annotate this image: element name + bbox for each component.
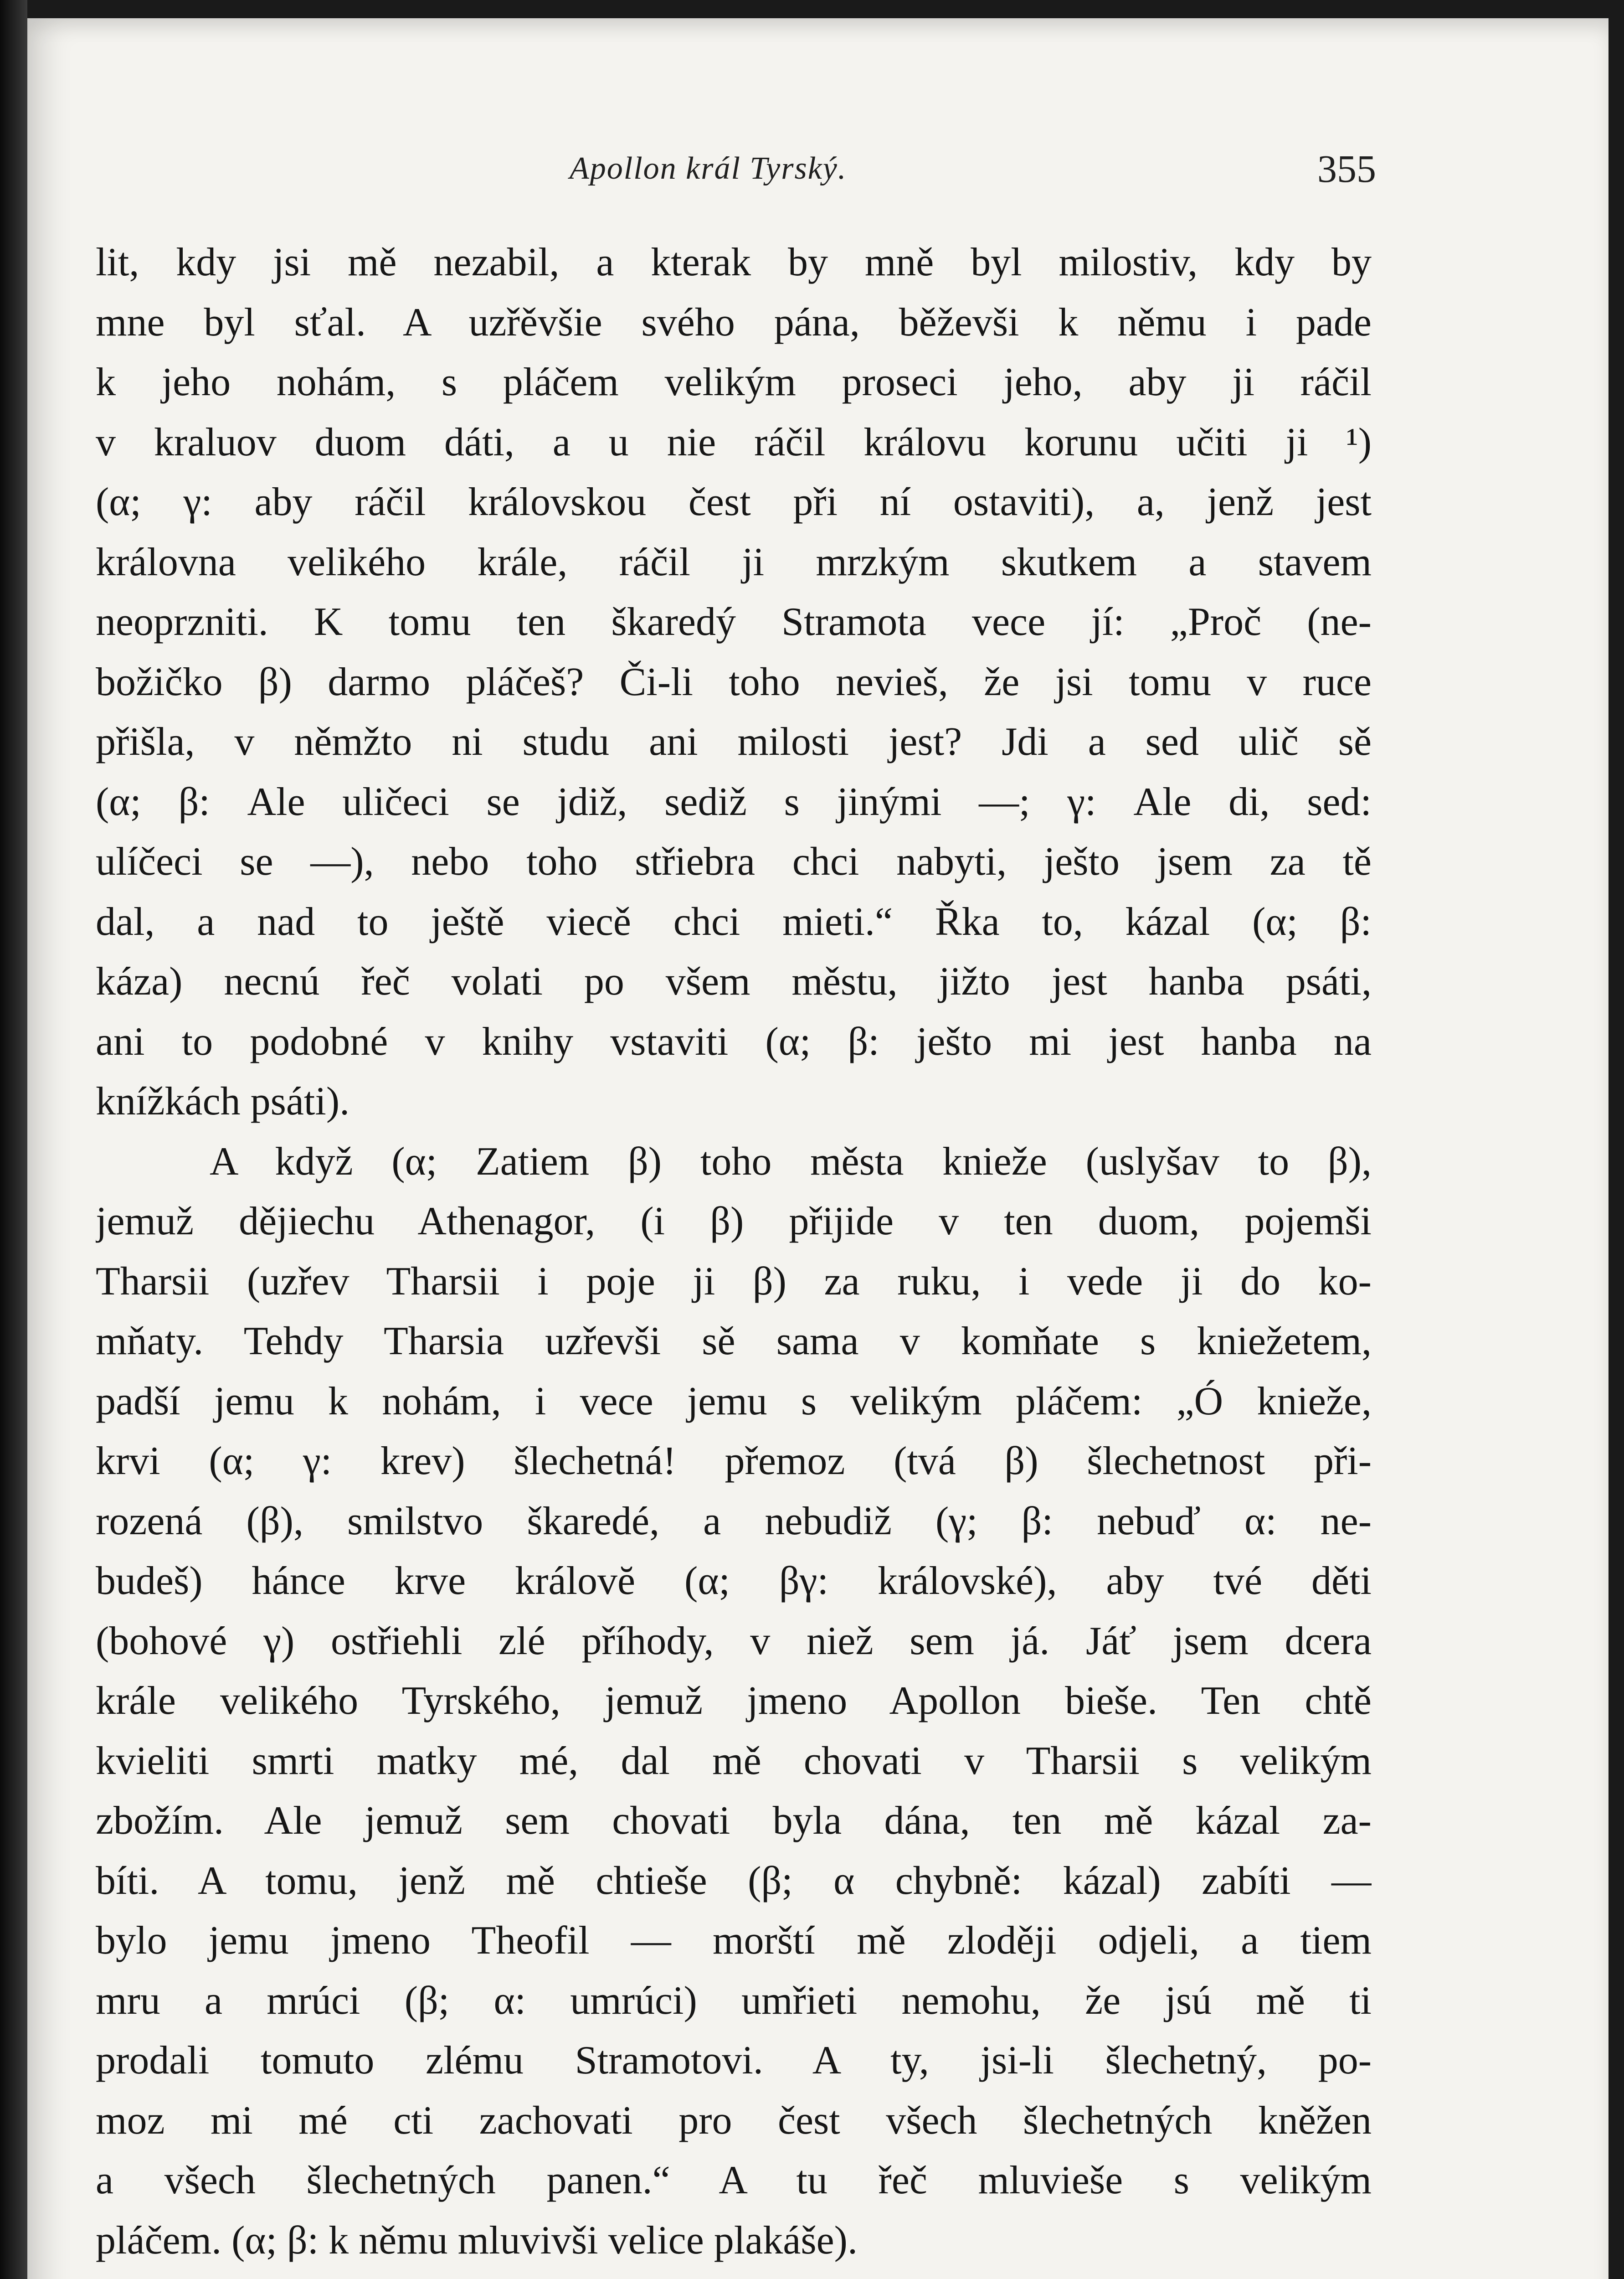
text-line: budeš) hánce krve královĕ (α; βγ: královské), aby tvé děti	[96, 1559, 1372, 1603]
text-line: padší jemu k nohám, i vece jemu s velikým pláčem: „Ó knieže,	[96, 1379, 1372, 1423]
text-line: mru a mrúci (β; α: umrúci) umřieti nemohu, že jsú mě ti	[96, 1978, 1372, 2023]
text-line: jemuž dějiechu Athenagor, (i β) přijide v ten duom, pojemši	[96, 1199, 1372, 1243]
text-line: a všech šlechetných panen.“ A tu řeč mluvieše s velikým	[96, 2158, 1372, 2202]
text-line: královna velikého krále, ráčil ji mrzkým skutkem a stavem	[96, 540, 1372, 584]
text-line: (α; β: Ale uličeci se jdiž, sediž s jinými —; γ: Ale di, sed:	[96, 779, 1372, 824]
text-line: mňaty. Tehdy Tharsia uzřevši sě sama v komňate s kniežetem,	[96, 1319, 1372, 1363]
text-line: božičko β) darmo pláčeš? Či-li toho nevieš, že jsi tomu v ruce	[96, 660, 1372, 704]
page-header	[96, 146, 1376, 210]
text-line: neoprzniti. K tomu ten škaredý Stramota vece jí: „Proč (ne-	[96, 600, 1372, 644]
text-line: bylo jemu jmeno Theofil — morští mě zloději odjeli, a tiem	[96, 1918, 1372, 1963]
text-line: pláčem. (α; β: k němu mluvivši velice plakáše).	[96, 2218, 858, 2263]
text-line: dal, a nad to ještě viecě chci mieti.“ Řka to, kázal (α; β:	[96, 899, 1372, 944]
body-text	[96, 232, 1372, 2270]
text-line: mne byl sťal. A uzřěvšie svého pána, běževši k němu i pade	[96, 300, 1372, 345]
text-line: kvieliti smrti matky mé, dal mě chovati v Tharsii s velikým	[96, 1738, 1372, 1783]
book-page	[27, 18, 1609, 2279]
paragraph-start-line: A když (α; Zatiem β) toho města knieže (uslyšav to β),	[210, 1139, 1372, 1184]
text-line: ulíčeci se —), nebo toho střiebra chci nabyti, ješto jsem za tě	[96, 840, 1372, 884]
text-line: káza) necnú řeč volati po všem městu, jižto jest hanba psáti,	[96, 959, 1372, 1004]
text-line: v kraluov duom dáti, a u nie ráčil královu korunu učiti ji ¹)	[96, 420, 1372, 464]
text-line: k jeho nohám, s pláčem velikým proseci jeho, aby ji ráčil	[96, 360, 1372, 404]
page-number: 355	[1317, 147, 1376, 191]
text-line: ani to podobné v knihy vstaviti (α; β: ješto mi jest hanba na	[96, 1019, 1372, 1064]
text-line: knížkách psáti).	[96, 1079, 350, 1124]
text-line: (bohové γ) ostřiehli zlé příhody, v niež sem já. Jáť jsem dcera	[96, 1619, 1372, 1663]
text-line: moz mi mé cti zachovati pro čest všech šlechetných kněžen	[96, 2098, 1372, 2143]
text-line: Tharsii (uzřev Tharsii i poje ji β) za ruku, i vede ji do ko-	[96, 1259, 1372, 1304]
text-line: přišla, v němžto ni studu ani milosti jest? Jdi a sed ulič sě	[96, 720, 1372, 764]
text-line: prodali tomuto zlému Stramotovi. A ty, jsi-li šlechetný, po-	[96, 2038, 1372, 2083]
text-line: zbožím. Ale jemuž sem chovati byla dána, ten mě kázal za-	[96, 1799, 1372, 1843]
running-title: Apollon král Tyrský.	[570, 151, 847, 186]
text-line: krvi (α; γ: krev) šlechetná! přemoz (tvá β) šlechetnost při-	[96, 1439, 1372, 1483]
text-line: krále velikého Tyrského, jemuž jmeno Apollon bieše. Ten chtě	[96, 1679, 1372, 1723]
text-line: (α; γ: aby ráčil královskou čest při ní ostaviti), a, jenž jest	[96, 480, 1372, 524]
text-line: rozená (β), smilstvo škaredé, a nebudiž (γ; β: nebuď α: ne-	[96, 1499, 1372, 1543]
text-line: bíti. A tomu, jenž mě chtieše (β; α chybně: kázal) zabíti —	[96, 1858, 1372, 1903]
book-gutter-shadow	[0, 0, 27, 2279]
text-line: lit, kdy jsi mě nezabil, a kterak by mně byl milostiv, kdy by	[96, 240, 1372, 284]
